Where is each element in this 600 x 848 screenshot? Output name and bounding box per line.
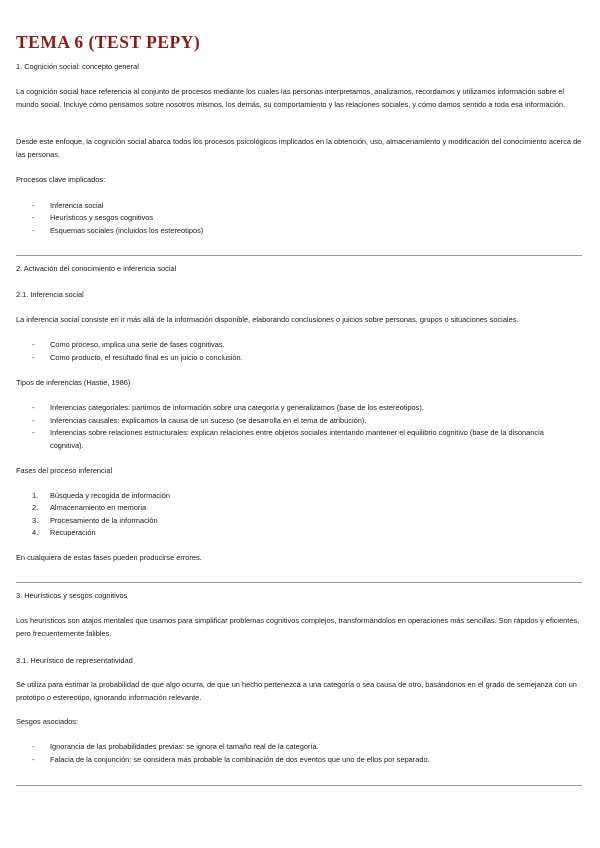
section-3-paragraph: Los heurísticos son atajos mentales que usamos para simplificar problemas cognitivos complejos, transformándolos en operaciones más sencillas. Son rápidos y eficientes, pero frecuentemente falibles. <box>16 616 580 638</box>
fases-note: En cualquiera de estas fases pueden producirse errores. <box>16 553 202 562</box>
tipos-label: Tipos de inferencias (Hastie, 1986) <box>16 378 131 387</box>
section-divider <box>16 255 582 256</box>
list-item: 2. Almacenamiento en memoria <box>32 503 147 512</box>
list-item: 1. Búsqueda y recogida de información <box>32 491 170 500</box>
section-2-1-paragraph: La inferencia social consiste en ir más allá de la información disponible, elaborando conclusiones o juicios sobre personas, grupos o situaciones sociales. <box>16 315 519 324</box>
list-item: - Falacia de la conjunción: se considera más probable la combinación de dos eventos que uno de ellos por separado. <box>32 755 430 764</box>
fases-label: Fases del proceso inferencial <box>16 466 113 475</box>
list-item: - Inferencias causales: explicamos la causa de un suceso (se desarrolla en el tema de atribución). <box>32 416 367 425</box>
sesgos-label: Sesgos asociados: <box>16 717 79 726</box>
list-item: - Ignorancia de las probabilidades previas: se ignora el tamaño real de la categoría. <box>32 742 319 751</box>
section-3-1-heading: 3.1. Heurístico de representatividad <box>16 656 133 665</box>
section-1-paragraph-2: Desde este enfoque, la cognición social abarca todos los procesos psicológicos implicados en la obtención, uso, almacenamiento y modificación del conocimiento acerca de las personas. <box>16 137 582 159</box>
section-divider <box>16 785 582 786</box>
page-title: TEMA 6 (TEST PEPY) <box>16 32 201 52</box>
section-1-paragraph-1: La cognición social hace referencia al conjunto de procesos mediante los cuales las personas interpretamos, analizamos, recordamos y utilizamos información sobre el mundo social. Incluye cómo pensamos sobre nosotros mismos, los demás, su comportamiento y las relaciones sociales, y cómo damos sentido a toda esa información. <box>16 87 566 109</box>
section-2-1-heading: 2.1. Inferencia social <box>16 290 84 299</box>
section-3-heading: 3. Heurísticos y sesgos cognitivos <box>16 591 128 600</box>
section-3-1-paragraph: Se utiliza para estimar la probabilidad de que algo ocurra, de que un hecho pertenezca a una categoría o sea causa de otro, basándonos en el grado de semejanza con un prototipo o estereotipo, ignorando información relevante. <box>16 680 577 702</box>
list-item: - Esquemas sociales (incluidos los estereotipos) <box>32 226 204 235</box>
list-item: - Inferencias sobre relaciones estructurales: explican relaciones entre objetos sociales intentando mantener el equilibrio cognitivo (base de la disonancia cognitiva). <box>32 428 544 450</box>
procesos-label: Procesos clave implicados: <box>16 175 106 184</box>
list-item: - Como producto, el resultado final es un juicio o conclusión. <box>32 353 243 362</box>
list-item: - Heurísticos y sesgos cognitivos <box>32 213 154 222</box>
section-2-heading: 2. Activación del conocimiento e inferencia social <box>16 264 177 273</box>
list-item: - Inferencias categoriales: partimos de información sobre una categoría y generalizamos (base de los estereotipos). <box>32 403 424 412</box>
list-item: 4. Recuperación <box>32 528 96 537</box>
list-item: 3. Procesamiento de la información <box>32 516 158 525</box>
list-item: - Inferencia social <box>32 201 104 210</box>
section-1-heading: 1. Cognición social: concepto general <box>16 62 139 71</box>
list-item: - Como proceso, implica una serie de fases cognitivas. <box>32 340 225 349</box>
section-divider <box>16 582 582 583</box>
